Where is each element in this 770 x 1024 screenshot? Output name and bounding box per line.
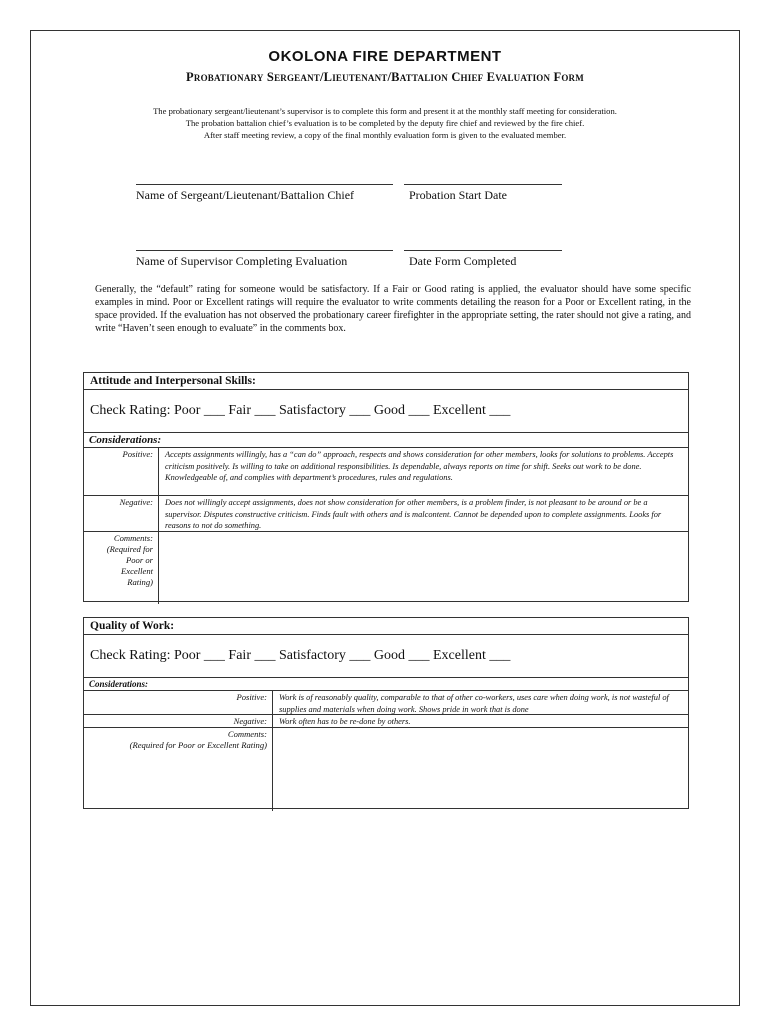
form-page [30,30,740,1006]
supervisor-line[interactable] [136,250,393,251]
section-title: Attitude and Interpersonal Skills: [84,373,688,390]
start-date-label: Probation Start Date [409,188,507,202]
considerations-label: Considerations: [84,678,688,691]
comments-box[interactable] [273,728,688,811]
check-rating[interactable]: Check Rating: Poor ___ Fair ___ Satisfactory ___ Good ___ Excellent ___ [84,635,688,678]
comments-box[interactable] [159,532,688,604]
intro-line: After staff meeting review, a copy of the final monthly evaluation form is given to the evaluated member. [203,130,567,140]
attitude-section [83,372,689,602]
negative-text: Work often has to be re-done by others. [279,717,411,726]
comments-label: Comments: (Required for Poor or Excellent Rating) [84,532,159,604]
positive-row [84,691,688,715]
negative-text: Does not willingly accept assignments, does not show consideration for other members, is a problem finder, is not pleasant to be around or be a supervisor. Disputes constructive criticism. Finds fault with others and is malcontent. Cannot be depended upon to complete assignments. Looks for reasons to not do something. [165,498,662,530]
negative-row [84,496,688,532]
comments-title: Comments: [227,729,267,739]
positive-text: Accepts assignments willingly, has a “can do” approach, respects and shows consideration for other members, looks for solutions to problems. Accepts criticism positively. Is willing to take on additional responsibilities. Is dependable, always reports on time for shift. Seeks out work to be done. Knowledgeable of, and complies with department’s procedures, rules and regulations. [165,450,674,482]
negative-label: Negative: [84,496,159,531]
supervisor-label: Name of Supervisor Completing Evaluation [136,254,348,268]
comments-label [84,728,273,811]
comments-row [84,728,688,811]
positive-row [84,448,688,496]
instructions-paragraph: Generally, the “default” rating for someone would be satisfactory. If a Fair or Good rating is applied, the evaluator should have some specific examples in mind. Poor or Excellent ratings will require the evaluator to write comments detailing the reason for a Poor or Excellent rating, in the space provided. If the evaluation has not observed the probationary career firefighter in the appropriate setting, the rater should not give a rating, and write “Haven’t seen enough to evaluate” in the comments box. [95,284,691,334]
quality-section [83,617,689,809]
negative-row [84,715,688,728]
page-title: OKOLONA FIRE DEPARTMENT [268,48,502,65]
date-completed-line[interactable] [404,250,562,251]
positive-label: Positive: [84,691,273,714]
negative-label: Negative: [84,715,273,727]
considerations-label: Considerations: [84,433,688,448]
comments-note: (Required for Poor or Excellent Rating) [129,740,267,750]
comments-row [84,532,688,604]
name-label: Name of Sergeant/Lieutenant/Battalion Chief [136,188,355,202]
intro-line: The probationary sergeant/lieutenant’s supervisor is to complete this form and present it at the monthly staff meeting for consideration. [153,106,617,116]
form-subtitle: Probationary Sergeant/Lieutenant/Battalion Chief Evaluation Form [186,70,584,84]
intro-text [71,105,699,141]
intro-line: The probation battalion chief’s evaluation is to be completed by the deputy fire chief and reviewed by the fire chief. [185,118,585,128]
date-completed-label: Date Form Completed [409,254,517,268]
start-date-line[interactable] [404,184,562,185]
name-line[interactable] [136,184,393,185]
positive-label: Positive: [84,448,159,495]
positive-text: Work is of reasonably quality, comparable to that of other co-workers, uses care when doing work, is not wasteful of supplies and materials when doing work. Shows pride in work that is done [279,693,669,714]
section-title: Quality of Work: [84,618,688,635]
check-rating[interactable]: Check Rating: Poor ___ Fair ___ Satisfactory ___ Good ___ Excellent ___ [84,390,688,433]
